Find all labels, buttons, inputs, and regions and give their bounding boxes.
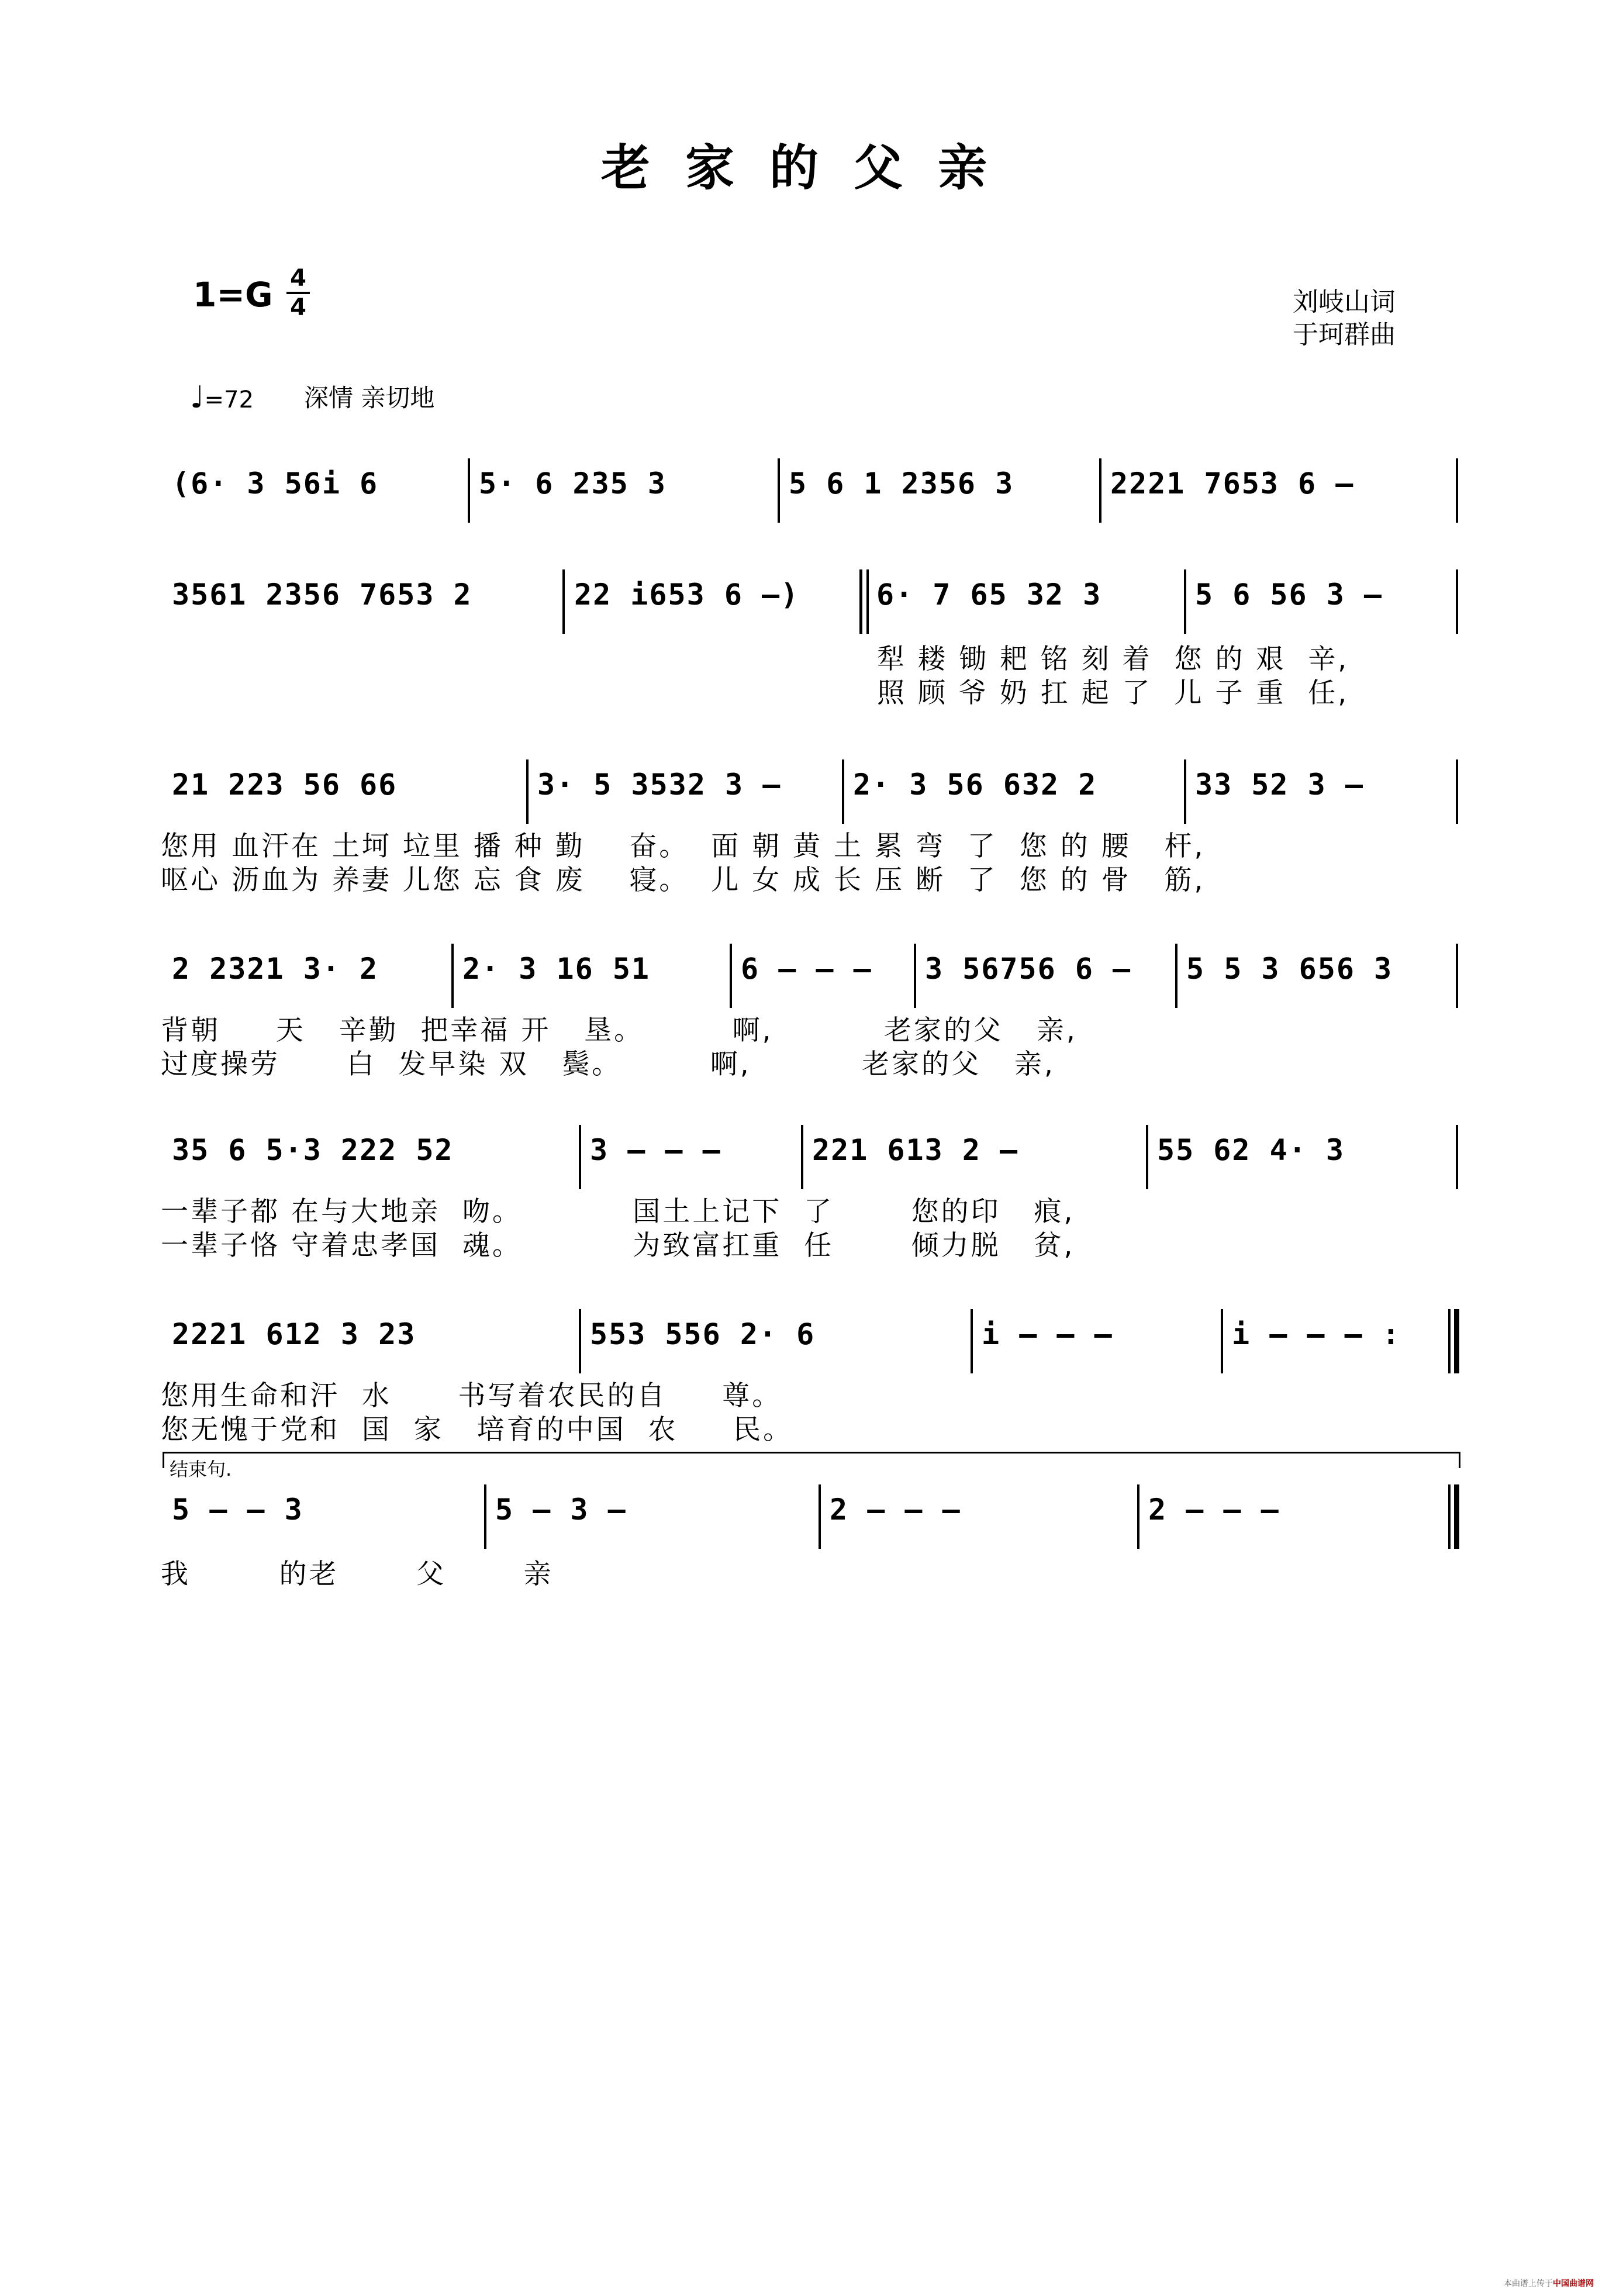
lyric-verse-2: 呕心 沥血为 养妻 儿您 忘 食 废 寝。 儿 女 成 长 压 断 了 您 的 骨 筋, — [161, 864, 1206, 896]
time-signature-bottom: 4 — [290, 294, 306, 321]
lyricist-credit: 刘岐山词 — [1293, 287, 1396, 317]
lyric-verse-1: 您用 血汗在 土坷 垃里 播 种 勤 奋。 面 朝 黄 土 累 弯 了 您 的 腰 杆, — [161, 830, 1206, 862]
lyric-verse-1: 一辈子都 在与大地亲 吻。 国土上记下 了 您的印 痕, — [161, 1196, 1075, 1228]
key-signature: 1=G — [193, 275, 273, 315]
barline — [1456, 759, 1458, 824]
measure: 2· 3 16 51 — [462, 952, 651, 986]
staff-row-6 — [164, 1313, 1462, 1365]
expression-marking: 深情 亲切地 — [304, 384, 435, 412]
measure: 2221 612 3 23 — [172, 1317, 416, 1351]
barline — [819, 1484, 821, 1549]
measure: 35 6 5·3 222 52 — [172, 1133, 454, 1167]
barline — [971, 1309, 973, 1373]
measure: 5· 6 235 3 — [479, 467, 667, 500]
staff-row-3 — [164, 763, 1462, 816]
measure: 2221 7653 6 – — [1110, 467, 1355, 500]
measure: 33 52 3 – — [1195, 768, 1364, 802]
measure: 3· 5 3532 3 – — [537, 768, 782, 802]
time-signature-top: 4 — [290, 265, 306, 292]
measure: 3 – – – — [590, 1133, 721, 1167]
watermark: 本曲谱上传于中国曲谱网 — [1504, 2279, 1594, 2288]
barline — [1184, 759, 1186, 824]
barline — [579, 1309, 581, 1373]
measure: i – – – — [982, 1317, 1113, 1351]
barline — [1184, 569, 1186, 634]
barline — [1456, 569, 1458, 634]
barline — [451, 944, 454, 1008]
measure: 2 – – – — [830, 1493, 961, 1527]
measure: 5 – – 3 — [172, 1493, 303, 1527]
composer-credit: 于珂群曲 — [1293, 320, 1396, 350]
measure: 5 6 56 3 – — [1195, 578, 1383, 612]
barline — [526, 759, 529, 824]
barline — [1456, 944, 1458, 1008]
ending-bracket — [163, 1452, 1460, 1453]
measure: 5 – 3 – — [495, 1493, 627, 1527]
tempo-marking — [190, 380, 254, 415]
barline — [1456, 458, 1458, 523]
barline — [1221, 1309, 1223, 1373]
barline — [562, 569, 565, 634]
staff-row-4 — [164, 947, 1462, 1000]
measure: i – – – : — [1232, 1317, 1401, 1351]
measure: 5 5 3 656 3 — [1186, 952, 1393, 986]
barline — [730, 944, 732, 1008]
song-title: 老家的父亲 — [600, 139, 1022, 196]
time-signature — [286, 266, 310, 320]
measure: 22 i653 6 –) — [574, 578, 800, 612]
lyric-verse-2: 一辈子恪 守着忠孝国 魂。 为致富扛重 任 倾力脱 贫, — [161, 1230, 1075, 1262]
repeat-end-barline — [1454, 1309, 1459, 1373]
section-barline — [859, 569, 862, 634]
barline — [468, 458, 470, 523]
measure: 2 2321 3· 2 — [172, 952, 379, 986]
measure: 21 223 56 66 — [172, 768, 398, 802]
measure: 3561 2356 7653 2 — [172, 578, 472, 612]
barline — [1448, 1484, 1451, 1549]
staff-row-2 — [164, 573, 1462, 626]
measure: 553 556 2· 6 — [590, 1317, 816, 1351]
barline — [914, 944, 916, 1008]
barline — [484, 1484, 486, 1549]
barline — [1146, 1125, 1148, 1189]
staff-row-5 — [164, 1128, 1462, 1181]
barline — [1456, 1125, 1458, 1189]
measure: 3 56756 6 – — [925, 952, 1132, 986]
barline — [1448, 1309, 1451, 1373]
measure: 5 6 1 2356 3 — [789, 467, 1014, 500]
final-barline — [1454, 1484, 1459, 1549]
staff-row-1 — [164, 462, 1462, 515]
barline — [801, 1125, 803, 1189]
measure: (6· 3 56i 6 — [172, 467, 379, 500]
lyric-verse-1: 犁 耧 锄 耙 铭 刻 着 您 的 艰 辛, — [877, 643, 1349, 675]
measure: 221 613 2 – — [812, 1133, 1019, 1167]
lyric-verse-1: 您用生命和汗 水 书写着农民的自 尊。 — [161, 1380, 782, 1412]
lyric-ending: 我 的老 父 亲 — [161, 1558, 554, 1590]
measure: 6 – – – — [741, 952, 872, 986]
staff-row-7 — [164, 1488, 1462, 1541]
tempo-value: =72 — [204, 386, 254, 413]
measure: 2 – – – — [1148, 1493, 1280, 1527]
measure: 55 62 4· 3 — [1157, 1133, 1345, 1167]
barline — [579, 1125, 581, 1189]
lyric-verse-2: 您无愧于党和 国 家 培育的中国 农 民。 — [161, 1414, 793, 1446]
lyric-verse-1: 背朝 天 辛勤 把幸福 开 垦。 啊, 老家的父 亲, — [161, 1014, 1078, 1047]
barline — [778, 458, 780, 523]
site-logo: 中国曲谱网 — [1553, 2279, 1594, 2288]
lyric-verse-2: 过度操劳 白 发早染 双 鬓。 啊, 老家的父 亲, — [161, 1048, 1055, 1080]
quarter-note-icon: ♩ — [190, 380, 205, 415]
barline — [1099, 458, 1101, 523]
ending-label: 结束句. — [170, 1458, 232, 1480]
measure: 2· 3 56 632 2 — [853, 768, 1097, 802]
lyric-verse-2: 照 顾 爷 奶 扛 起 了 儿 子 重 任, — [877, 677, 1349, 709]
measure: 6· 7 65 32 3 — [876, 578, 1102, 612]
barline — [842, 759, 844, 824]
barline — [1175, 944, 1177, 1008]
barline — [1137, 1484, 1139, 1549]
